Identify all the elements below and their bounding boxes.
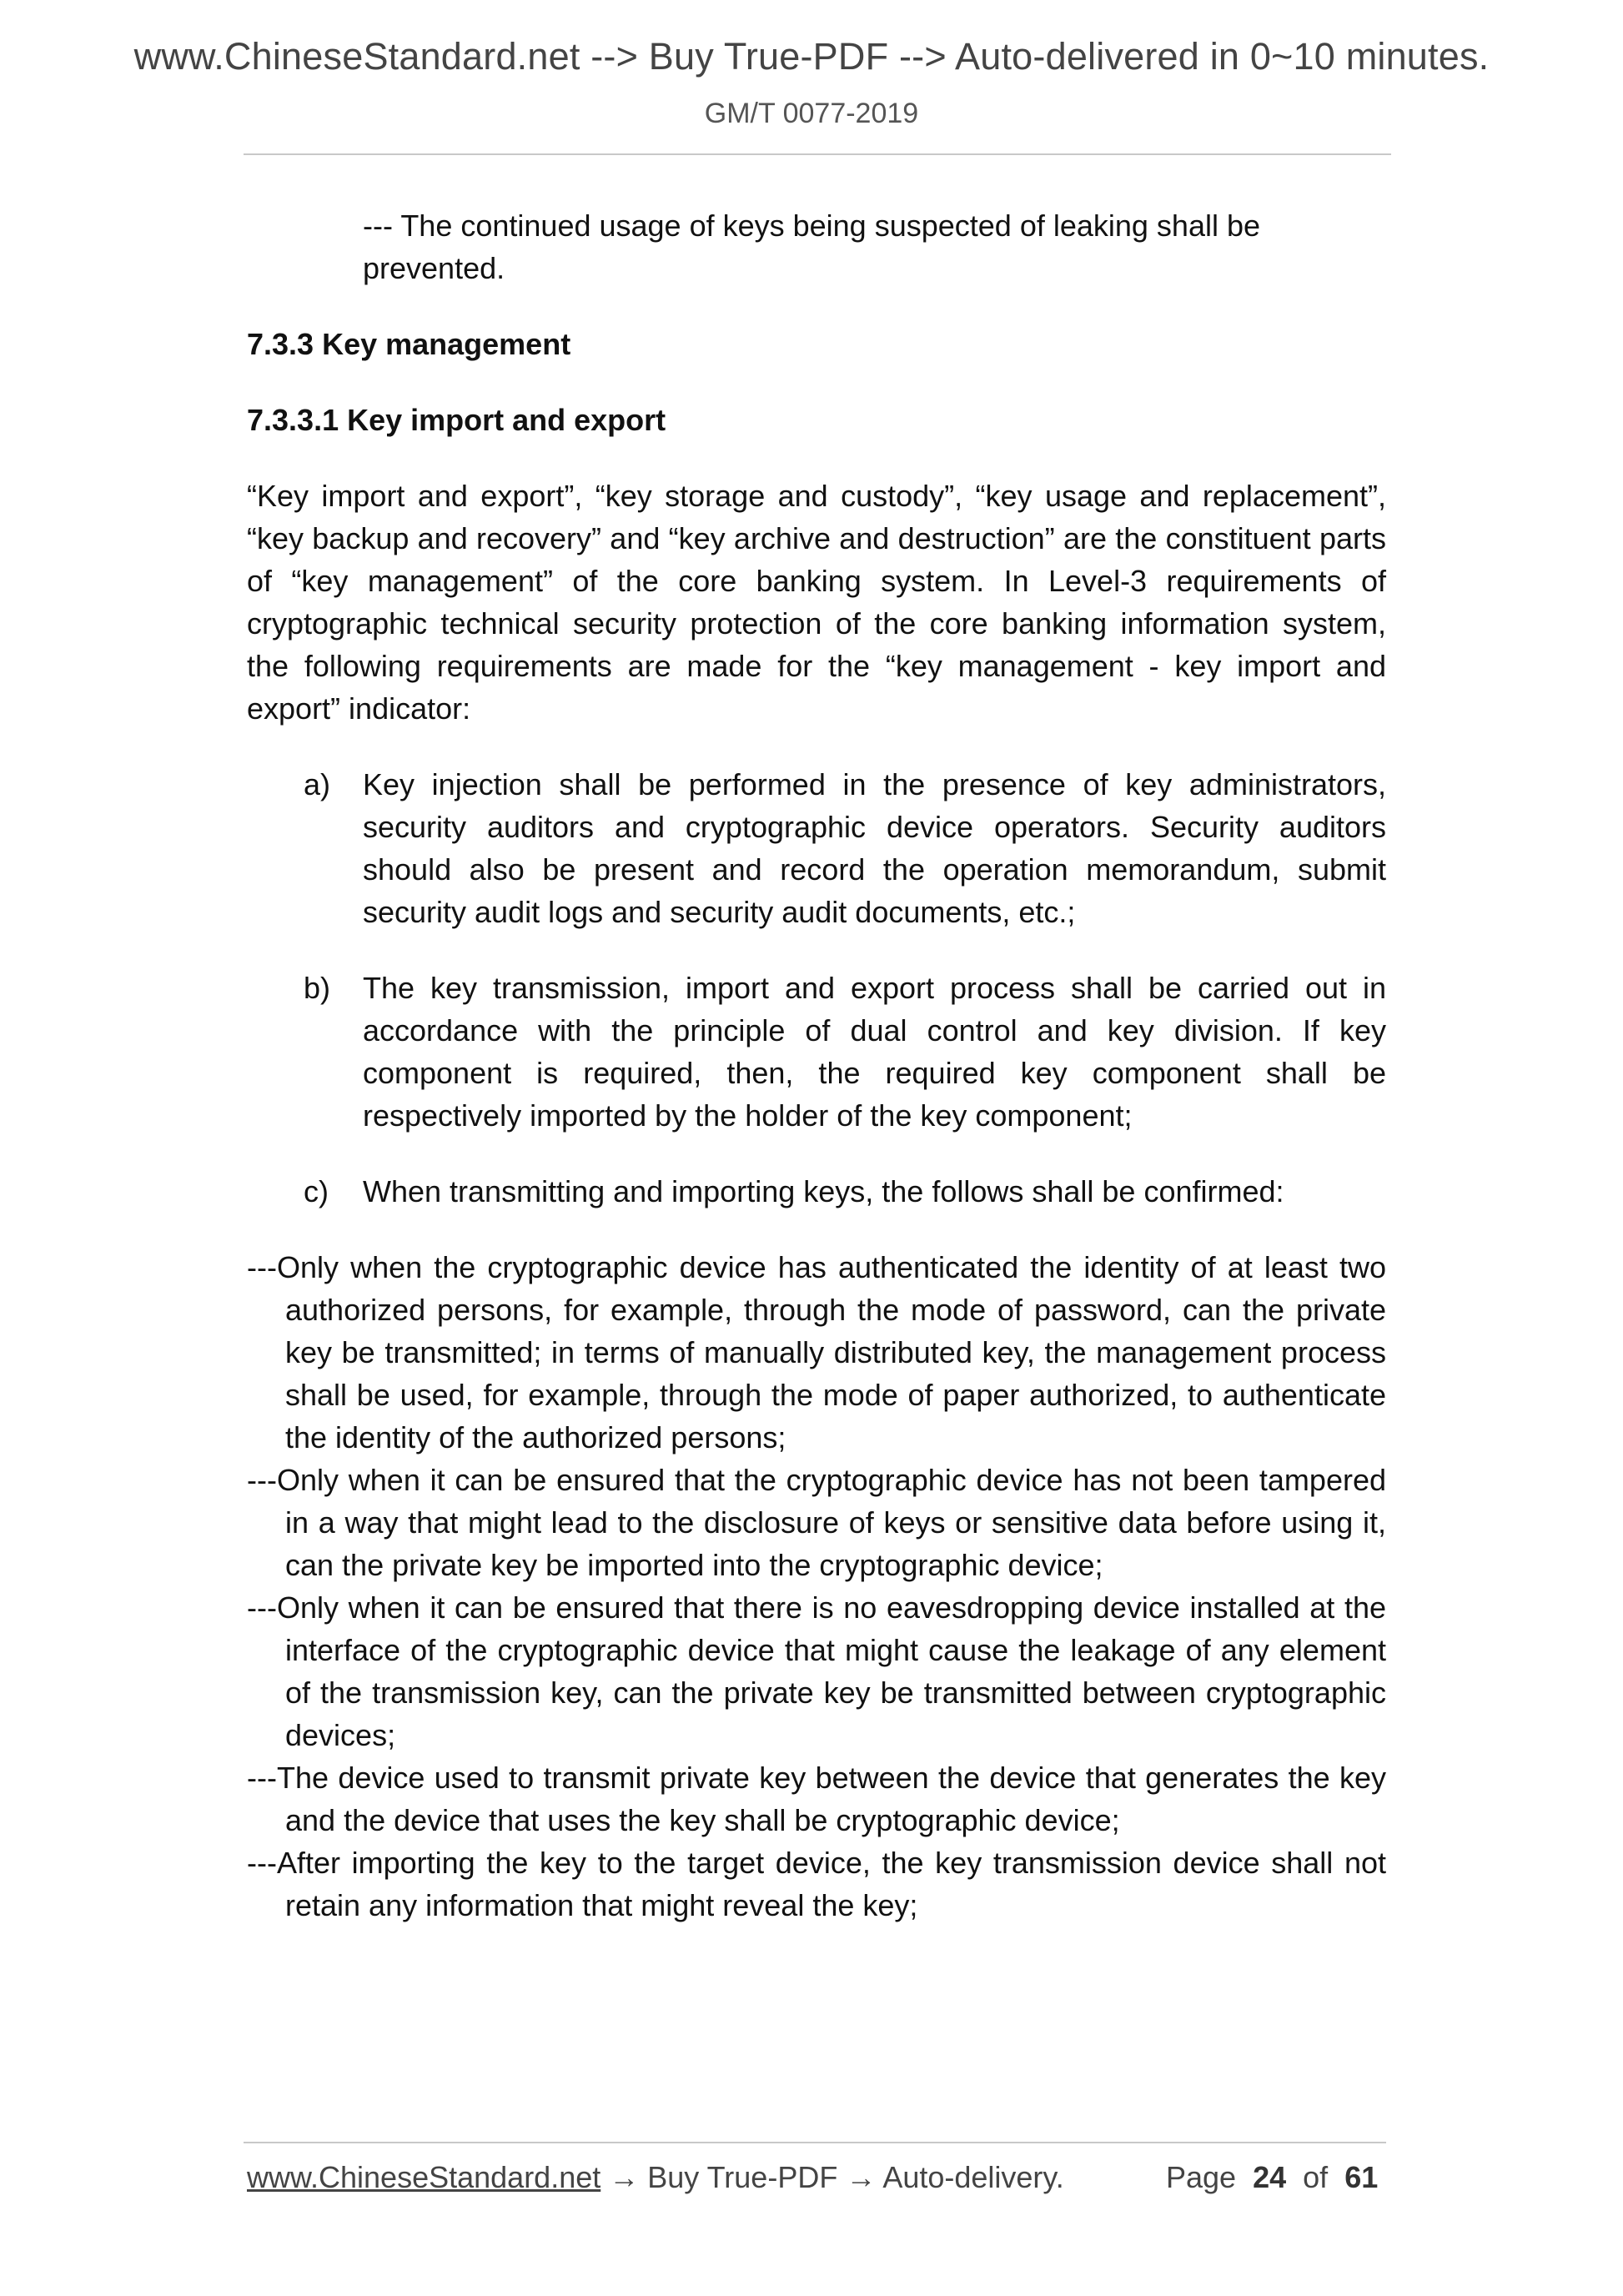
page-number: 24: [1253, 2160, 1287, 2194]
list-label: c): [304, 1174, 329, 1208]
list-label: a): [304, 767, 331, 801]
dash-item: ---After importing the key to the target device, the key transmission device shall not retain any information that might reveal the key;: [247, 1846, 1386, 1922]
list-item-b: [247, 967, 1386, 1137]
document-code: GM/T 0077-2019: [704, 98, 919, 129]
header-divider: [244, 153, 1391, 155]
section-heading-key-import-export: 7.3.3.1 Key import and export: [247, 403, 666, 437]
of-label: of: [1303, 2160, 1329, 2194]
footer-divider: [244, 2142, 1386, 2143]
section-heading-key-management: 7.3.3 Key management: [247, 327, 571, 361]
intro-dash-item: --- The continued usage of keys being suspected of leaking shall be prevented.: [363, 208, 1261, 285]
list-text: Key injection shall be performed in the presence of key administrators, security auditors and cryptographic device operators. Security auditors should also be present and record the operation memorandum, submit security audit logs and security audit documents, etc.;: [363, 767, 1386, 929]
list-label: b): [304, 971, 331, 1005]
footer-delivery-text: → Buy True-PDF → Auto-delivery.: [600, 2160, 1064, 2194]
total-pages: 61: [1344, 2160, 1379, 2194]
intro-paragraph: “Key import and export”, “key storage and custody”, “key usage and replacement”, “key backup and recovery” and “key archive and destruction” are the constituent parts of “key management” of the core banking system. In Level-3 requirements of cryptographic technical security protection of the core banking information system, the following requirements are made for the “key management - key import and export” indicator:: [247, 479, 1386, 726]
dash-item: ---The device used to transmit private key between the device that generates the key and the device that uses the key shall be cryptographic device;: [247, 1761, 1386, 1837]
page-label: Page: [1166, 2160, 1237, 2194]
footer-site-link[interactable]: www.ChineseStandard.net: [247, 2160, 601, 2194]
document-body: [247, 204, 1386, 1927]
footer-link-line: [247, 2160, 1064, 2195]
dash-item: ---Only when the cryptographic device has authenticated the identity of at least two authorized persons, for example, through the mode of password, can the private key be transmitted; in terms of manually distributed key, the management process shall be used, for example, through the mode of paper authorized, to authenticate the identity of the authorized persons;: [247, 1250, 1386, 1454]
list-text: When transmitting and importing keys, the follows shall be confirmed:: [363, 1174, 1284, 1208]
list-item-c: [247, 1170, 1386, 1213]
page-indicator: [1166, 2160, 1378, 2195]
list-item-a: [247, 763, 1386, 933]
dash-item: ---Only when it can be ensured that there is no eavesdropping device installed at the interface of the cryptographic device that might cause the leakage of any element of the transmission key, can the private key be transmitted between cryptographic devices;: [247, 1590, 1386, 1752]
dash-item: ---Only when it can be ensured that the cryptographic device has not been tampered in a way that might lead to the disclosure of keys or sensitive data before using it, can the private key be imported into the cryptographic device;: [247, 1463, 1386, 1582]
top-banner: www.ChineseStandard.net --> Buy True-PDF --> Auto-delivered in 0~10 minutes.: [133, 35, 1490, 78]
list-text: The key transmission, import and export process shall be carried out in accordance with the principle of dual control and key division. If key component is required, then, the required key component shall be respectively imported by the holder of the key component;: [363, 971, 1386, 1133]
